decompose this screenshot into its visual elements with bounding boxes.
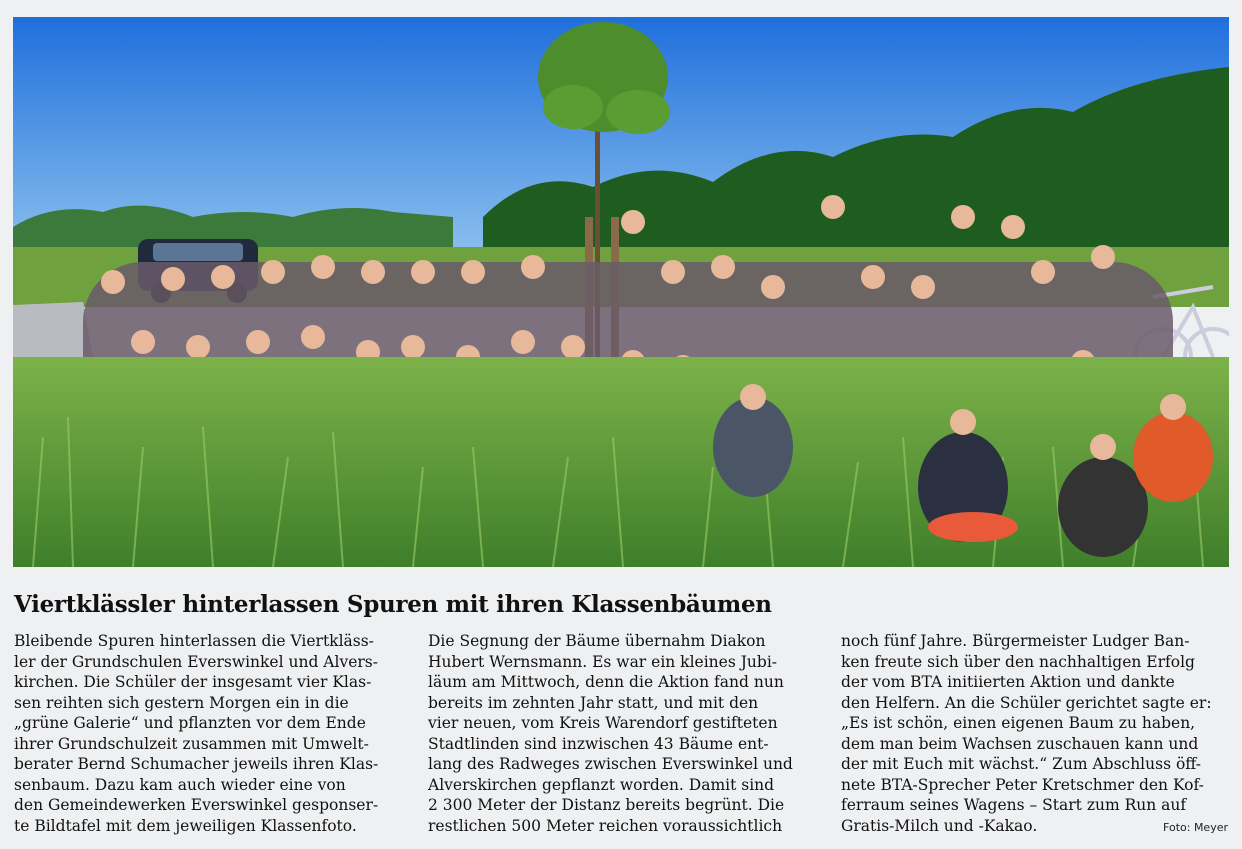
text-line: Alverskirchen gepflanzt worden. Damit sind [428, 775, 775, 794]
article-photo [13, 17, 1229, 567]
road [13, 302, 93, 362]
text-line: Bleibende Spuren hinterlassen die Viertkläss- [14, 632, 374, 650]
text-line: 2 300 Meter der Distanz bereits begrünt. Die [428, 796, 785, 814]
text-line: sen reihten sich gestern Morgen ein in die [14, 693, 349, 712]
text-line: ferraum seines Wagens – Start zum Run auf [841, 796, 1187, 814]
text-line: nete BTA-Sprecher Peter Kretschmer den Kof- [841, 775, 1204, 794]
text-line: vier neuen, vom Kreis Warendorf gestifteten [428, 714, 778, 732]
text-line: ken freute sich über den nachhaltigen Erfolg [841, 652, 1195, 671]
text-line: „Es ist schön, einen eigenen Baum zu haben, [841, 714, 1196, 732]
text-line: kirchen. Die Schüler der insgesamt vier Klas- [14, 673, 372, 691]
text-line: läum am Mittwoch, denn die Aktion fand nun [428, 673, 784, 691]
text-line: ler der Grundschulen Everswinkel und Alvers- [14, 652, 378, 671]
text-line: senbaum. Dazu kam auch wieder eine von [14, 775, 346, 794]
text-line: dem man beim Wachsen zuschauen kann und [841, 734, 1199, 753]
text-line: Gratis-Milch und -Kakao. [841, 816, 1038, 835]
text-line: bereits im zehnten Jahr statt, und mit den [428, 693, 759, 712]
text-line: den Gemeindewerken Everswinkel gesponser- [14, 796, 379, 814]
text-line: berater Bernd Schumacher jeweils ihren Klas- [14, 755, 379, 773]
text-line: der mit Euch mit wächst.“ Zum Abschluss öff- [841, 755, 1201, 773]
text-line: Die Segnung der Bäume übernahm Diakon [428, 632, 766, 650]
text-line: te Bildtafel mit dem jeweiligen Klassenfoto. [14, 816, 357, 835]
text-line: lang des Radweges zwischen Everswinkel und [428, 755, 793, 773]
photo-credit: Foto: Meyer [1163, 821, 1228, 834]
text-line: restlichen 500 Meter reichen voraussichtlich [428, 816, 783, 835]
article-headline: Viertklässler hinterlassen Spuren mit ihren Klassenbäumen [14, 591, 772, 618]
text-line: Hubert Wernsmann. Es war ein kleines Jubi- [428, 652, 778, 671]
text-line: der vom BTA initiierten Aktion und dankte [841, 673, 1175, 691]
text-line: noch fünf Jahre. Bürgermeister Ludger Ban- [841, 632, 1190, 650]
text-line: den Helfern. An die Schüler gerichtet sagte er: [841, 693, 1212, 712]
text-line: Stadtlinden sind inzwischen 43 Bäume ent- [428, 734, 769, 753]
article-column-3 [841, 631, 1236, 836]
text-line: „grüne Galerie“ und pflanzten vor dem Ende [14, 714, 366, 732]
text-line: ihrer Grundschulzeit zusammen mit Umwelt- [14, 734, 369, 753]
group-photo-illustration [13, 17, 1229, 567]
article-column-2 [428, 631, 823, 836]
article-column-1 [14, 631, 404, 836]
